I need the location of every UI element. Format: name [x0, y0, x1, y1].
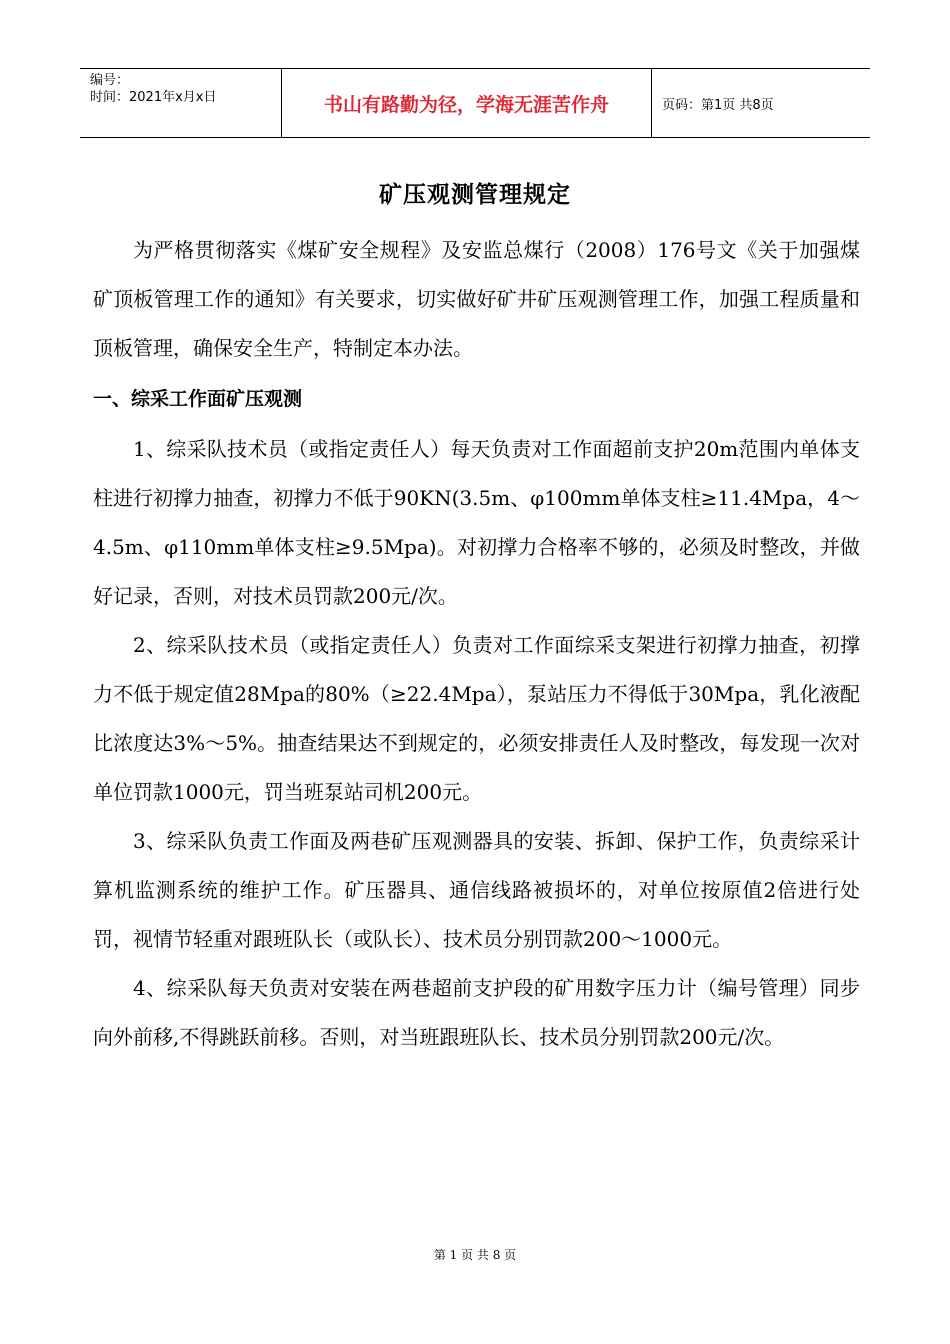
header-meta: [80, 69, 282, 137]
header-page-info: 页码：第1页 共8页: [662, 97, 774, 113]
intro-paragraph: 为严格贯彻落实《煤矿安全规程》及安监总煤行（2008）176号文《关于加强煤矿顶板管理工作的通知》有关要求，切实做好矿井矿压观测管理工作，加强工程质量和顶板管理，确保安全生产，特制定本办法。: [93, 238, 860, 360]
list-item: 4、综采队每天负责对安装在两巷超前支护段的矿用数字压力计（编号管理）同步向外前移,不得跳跃前移。否则，对当班跟班队长、技术员分别罚款200元/次。: [93, 976, 860, 1049]
document-title: 矿压观测管理规定: [379, 182, 571, 208]
header-motto: 书山有路勤为径，学海无涯苦作舟: [282, 69, 652, 137]
list-item: 1、综采队技术员（或指定责任人）每天负责对工作面超前支护20m范围内单体支柱进行初撑力抽查，初撑力不低于90KN(3.5m、φ100mm单体支柱≥11.4Mpa，4～4.5m、φ110mm单体支柱≥9.5Mpa)。对初撑力合格率不够的，必须及时整改，并做好记录，否则，对技术员罚款200元/次。: [93, 437, 860, 608]
section-heading: 一、综采工作面矿压观测: [93, 388, 303, 410]
number-label: 编号：: [90, 73, 130, 88]
page-footer: 第 1 页 共 8 页: [433, 1248, 517, 1262]
list-item: 3、综采队负责工作面及两巷矿压观测器具的安装、拆卸、保护工作，负责综采计算机监测系统的维护工作。矿压器具、通信线路被损坏的，对单位按原值2倍进行处罚，视情节轻重对跟班队长（或队长）、技术员分别罚款200～1000元。: [93, 829, 860, 951]
document-body: [93, 226, 860, 1062]
document-header: [80, 68, 870, 138]
time-label: 时间：2021年x月x日: [90, 90, 217, 105]
list-item: 2、综采队技术员（或指定责任人）负责对工作面综采支架进行初撑力抽查，初撑力不低于规定值28Mpa的80%（≥22.4Mpa），泵站压力不得低于30Mpa，乳化液配比浓度达3%～5%。抽查结果达不到规定的，必须安排责任人及时整改，每发现一次对单位罚款1000元，罚当班泵站司机200元。: [93, 633, 860, 804]
